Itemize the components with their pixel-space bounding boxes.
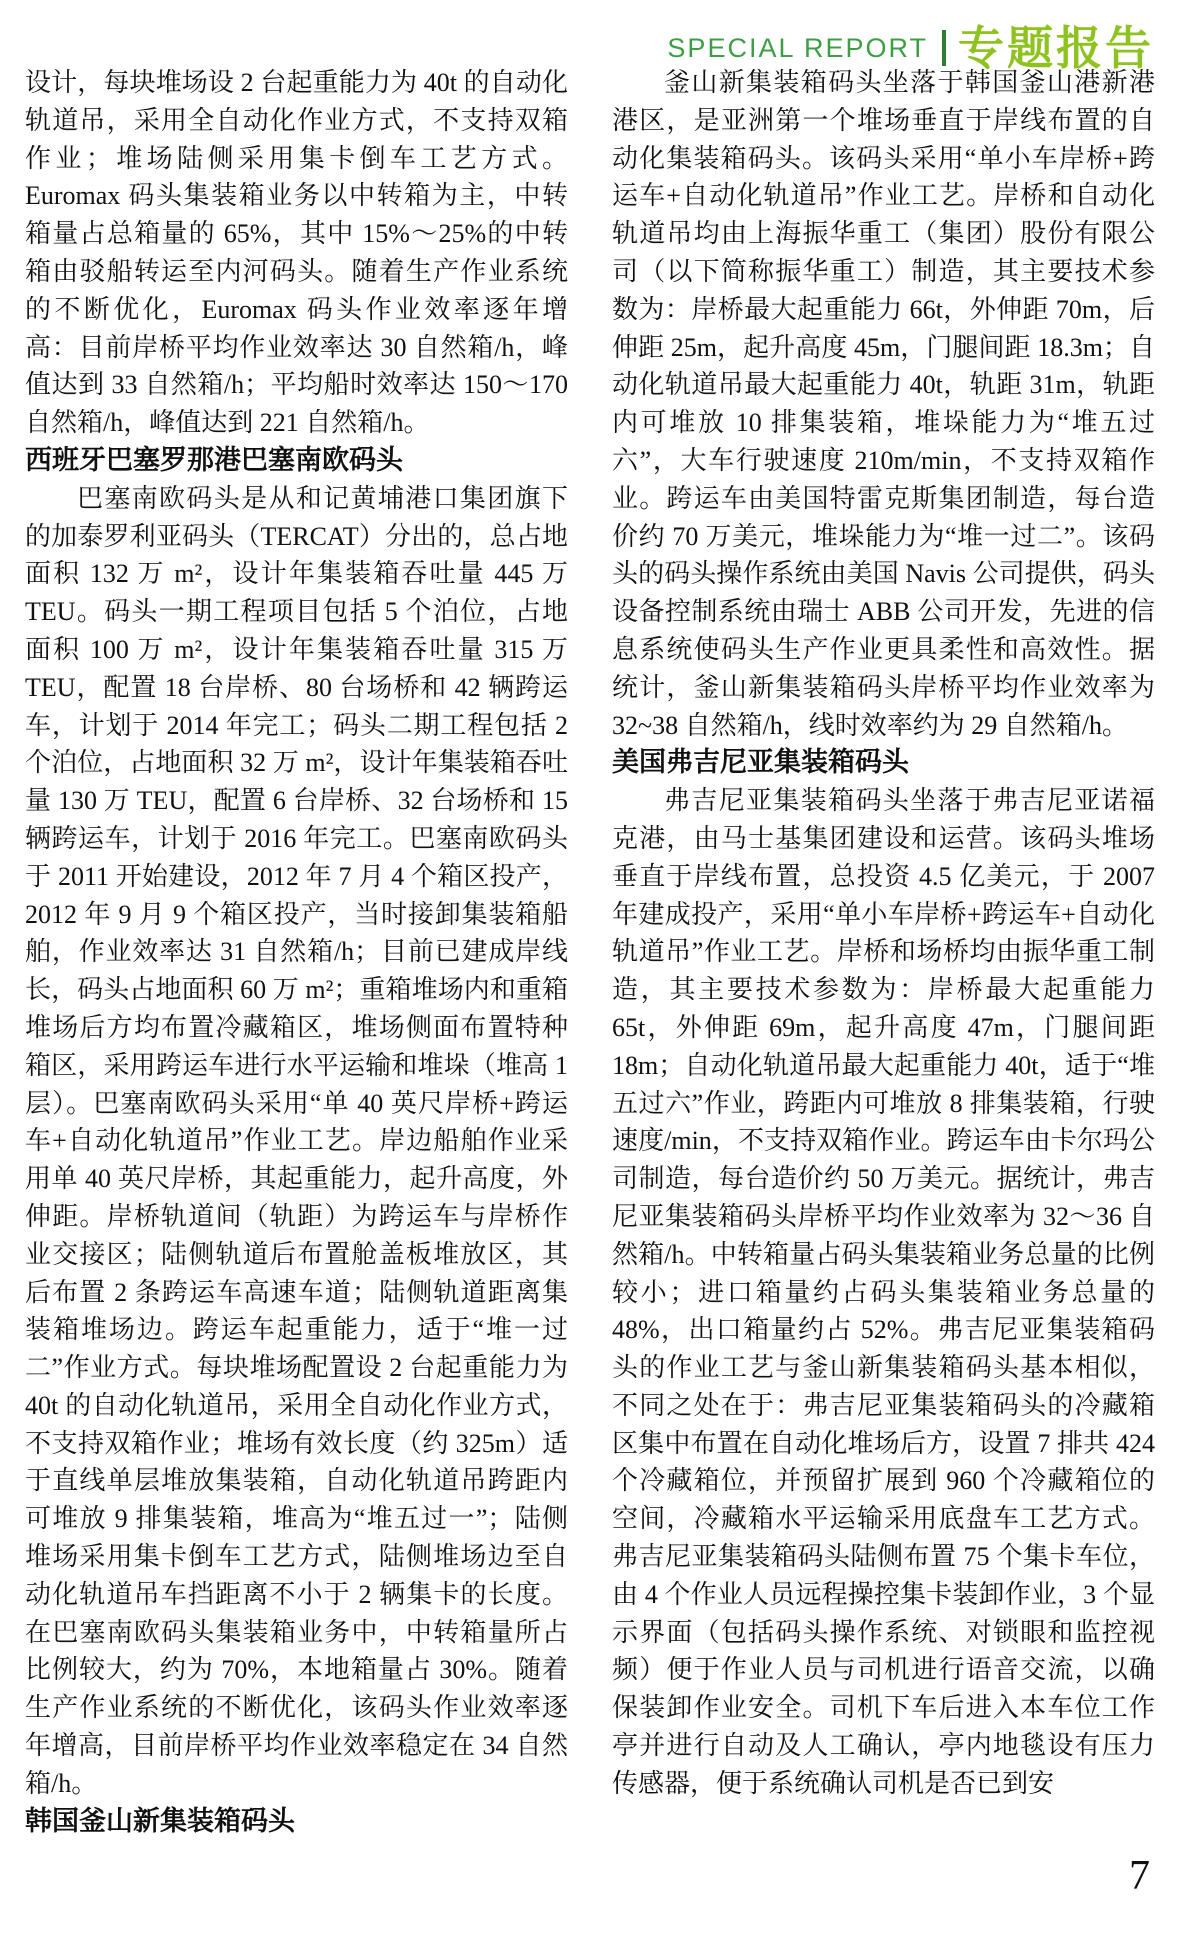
paragraph: 巴塞南欧码头是从和记黄埔港口集团旗下的加泰罗利亚码头（TERCAT）分出的，总占地面积 132 万 m²，设计年集装箱吞吐量 445 万 TEU。码头一期工程项目包括 5 个泊位，占地面积 100 万 m²，设计年集装箱吞吐量 315 万 TEU，配置 18 台岸桥、80 台场桥和 42 辆跨运车，计划于 2014 年完工；码头二期工程包括 2 个泊位，占地面积 32 万 m²，设计年集装箱吞吐量 130 万 TEU，配置 6 台岸桥、32 台场桥和 15 辆跨运车，计划于 2016 年完工。巴塞南欧码头于 2011 开始建设，2012 年 7 月 4 个箱区投产，2012 年 9 月 9 个箱区投产，当时接卸集装箱船舶，作业效率达 31 自然箱/h；目前已建成岸线长，码头占地面积 60 万 m²；重箱堆场内和重箱堆场后方均布置冷藏箱区，堆场侧面布置特种箱区，采用跨运车进行水平运输和堆垛（堆高 1 层）。巴塞南欧码头采用“单 40 英尺岸桥+跨运车+自动化轨道吊”作业工艺。岸边船舶作业采用单 40 英尺岸桥，其起重能力，起升高度，外伸距。岸桥轨道间（轨距）为跨运车与岸桥作业交接区；陆侧轨道后布置舱盖板堆放区，其后布置 2 条跨运车高速车道；陆侧轨道距离集装箱堆场边。跨运车起重能力，适于“堆一过二”作业方式。每块堆场配置设 2 台起重能力为 40t 的自动化轨道吊，采用全自动化作业方式，不支持双箱作业；堆场有效长度（约 325m）适于直线单层堆放集装箱，自动化轨道吊跨距内可堆放 9 排集装箱，堆高为“堆五过一”；陆侧堆场采用集卡倒车工艺方式，陆侧堆场边至自动化轨道吊车挡距离不小于 2 辆集卡的长度。在巴塞南欧码头集装箱业务中，中转箱量所占比例较大，约为 70%，本地箱量占 30%。随着生产作业系统的不断优化，该码头作业效率逐年增高，目前岸桥平均作业效率稳定在 34 自然箱/h。 — [25, 483, 568, 1798]
section-label-en: SPECIAL REPORT — [667, 32, 928, 63]
left-column — [25, 64, 568, 1840]
section-heading-busan: 韩国釜山新集装箱码头 — [25, 1805, 295, 1836]
article-columns — [25, 64, 1155, 1840]
paragraph-continuation: 设计，每块堆场设 2 台起重能力为 40t 的自动化轨道吊，采用全自动化作业方式，不支持双箱作业；堆场陆侧采用集卡倒车工艺方式。Euromax 码头集装箱业务以中转箱为主，中转箱量占总箱量的 65%，其中 15%～25%的中转箱由驳船转运至内河码头。随着生产作业系统的不断优化，Euromax 码头作业效率逐年增高：目前岸桥平均作业效率达 30 自然箱/h，峰值达到 33 自然箱/h；平均船时效率达 150～170 自然箱/h，峰值达到 221 自然箱/h。 — [25, 68, 568, 438]
section-label-zh: 专题报告 — [958, 22, 1154, 74]
section-heading-barcelona: 西班牙巴塞罗那港巴塞南欧码头 — [25, 444, 403, 475]
paragraph: 釜山新集装箱码头坐落于韩国釜山港新港港区，是亚洲第一个堆场垂直于岸线布置的自动化集装箱码头。该码头采用“单小车岸桥+跨运车+自动化轨道吊”作业工艺。岸桥和自动化轨道吊均由上海振华重工（集团）股份有限公司（以下简称振华重工）制造，其主要技术参数为：岸桥最大起重能力 66t，外伸距 70m，后伸距 25m，起升高度 45m，门腿间距 18.3m；自动化轨道吊最大起重能力 40t，轨距 31m，轨距内可堆放 10 排集装箱，堆垛能力为“堆五过六”，大车行驶速度 210m/min，不支持双箱作业。跨运车由美国特雷克斯集团制造，每台造价约 70 万美元，堆垛能力为“堆一过二”。该码头的码头操作系统由美国 Navis 公司提供，码头设备控制系统由瑞士 ABB 公司开发，先进的信息系统使码头生产作业更具柔性和高效性。据统计，釜山新集装箱码头岸桥平均作业效率为 32~38 自然箱/h，线时效率约为 29 自然箱/h。 — [612, 68, 1155, 740]
section-heading-virginia: 美国弗吉尼亚集装箱码头 — [612, 747, 909, 778]
paragraph: 弗吉尼亚集装箱码头坐落于弗吉尼亚诺福克港，由马士基集团建设和运营。该码头堆场垂直于岸线布置，总投资 4.5 亿美元，于 2007 年建成投产，采用“单小车岸桥+跨运车+自动化轨道吊”作业工艺。岸桥和场桥均由振华重工制造，其主要技术参数为：岸桥最大起重能力 65t，外伸距 69m，起升高度 47m，门腿间距 18m；自动化轨道吊最大起重能力 40t，适于“堆五过六”作业，跨距内可堆放 8 排集装箱，行驶速度/min，不支持双箱作业。跨运车由卡尔玛公司制造，每台造价约 50 万美元。据统计，弗吉尼亚集装箱码头岸桥平均作业效率为 32～36 自然箱/h。中转箱量占码头集装箱业务总量的比例较小；进口箱量约占码头集装箱业务总量的 48%，出口箱量约占 52%。弗吉尼亚集装箱码头的作业工艺与釜山新集装箱码头基本相似，不同之处在于：弗吉尼亚集装箱码头的冷藏箱区集中布置在自动化堆场后方，设置 7 排共 424 个冷藏箱位，并预留扩展到 960 个冷藏箱位的空间，冷藏箱水平运输采用底盘车工艺方式。弗吉尼亚集装箱码头陆侧布置 75 个集卡车位，由 4 个作业人员远程操控集卡装卸作业，3 个显示界面（包括码头操作系统、对锁眼和监控视频）便于作业人员与司机进行语音交流，以确保装卸作业安全。司机下车后进入本车位工作亭并进行自动及人工确认，亭内地毯设有压力传感器，便于系统确认司机是否已到安 — [612, 786, 1155, 1798]
header-divider — [942, 30, 946, 66]
right-column — [612, 64, 1155, 1840]
page-number: 7 — [1129, 1853, 1150, 1899]
